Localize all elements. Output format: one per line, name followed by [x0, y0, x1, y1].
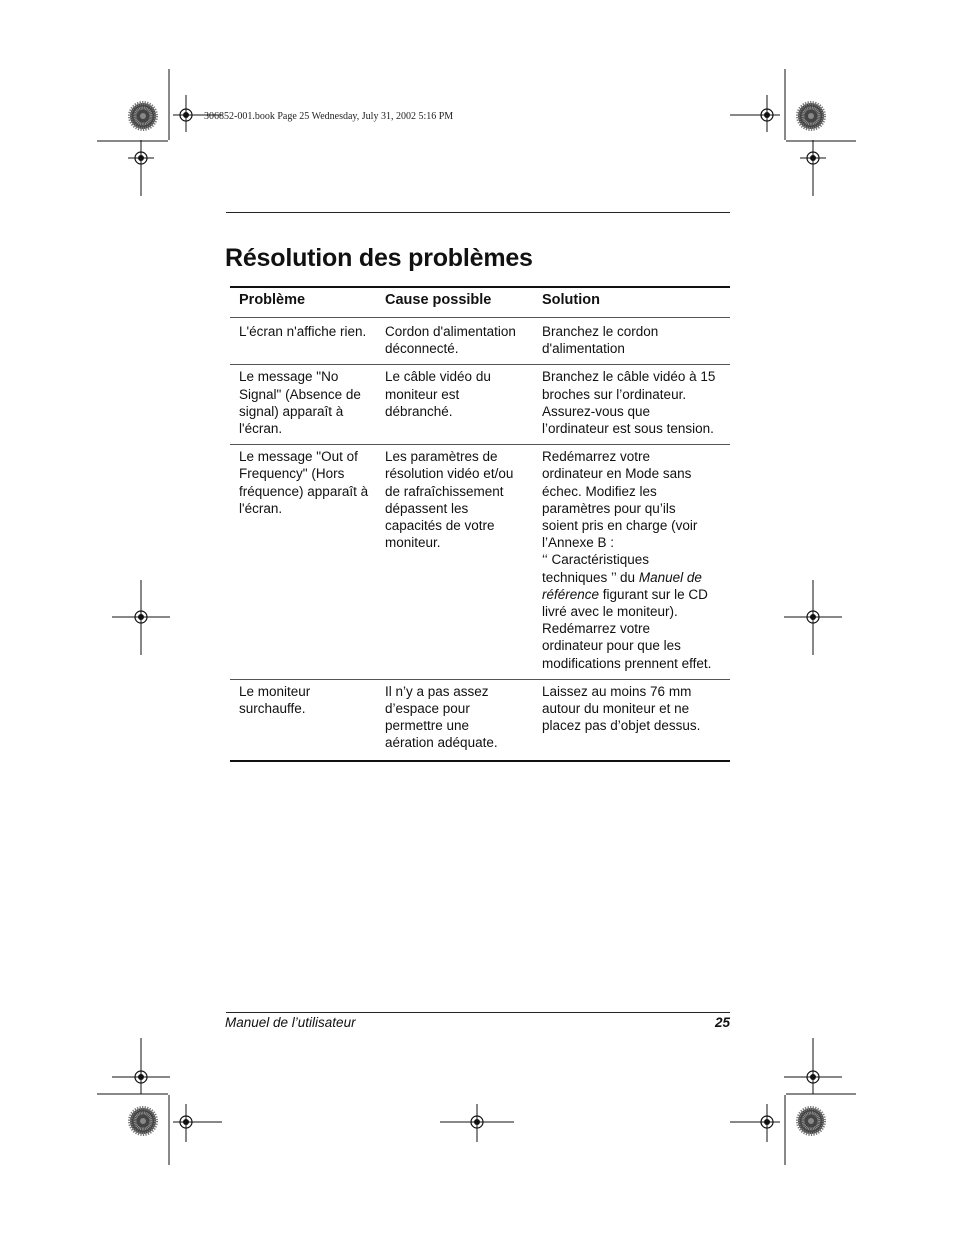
problem-text: Le message "Out of Frequency" (Hors fréquence) apparaît à l'écran.	[239, 449, 369, 516]
solution-line: paramètres pour qu’ils	[542, 500, 676, 516]
solution-line: soient pris en charge (voir	[542, 518, 698, 534]
solution-line: l’Annexe B :	[542, 535, 615, 551]
solution-line: broches sur l’ordinateur.	[542, 386, 687, 402]
solution-line: ordinateur pour que les	[542, 638, 681, 654]
solution-text: techniques ’’ du	[542, 569, 639, 585]
solution-line: Branchez le câble vidéo à 15	[542, 369, 716, 385]
solution-line: d'alimentation	[542, 341, 625, 357]
cause-text: Cordon d'alimentation déconnecté.	[385, 324, 516, 357]
solution-line: ‘‘ Caractéristiques	[542, 552, 650, 568]
star-target-icon	[130, 1108, 156, 1134]
solution-line: Redémarrez votre	[542, 449, 651, 465]
cause-text: Il n’y a pas assez d’espace pour permettre une aération adéquate.	[385, 683, 498, 751]
solution-line: placez pas d’objet dessus.	[542, 718, 701, 734]
footer-manual-title: Manuel de l’utilisateur	[225, 1015, 356, 1030]
footer-page-number: 25	[714, 1015, 730, 1030]
star-target-icon	[798, 103, 824, 129]
column-header-cause: Cause possible	[385, 287, 542, 318]
column-header-solution: Solution	[542, 287, 730, 318]
problem-text: Le message "No Signal" (Absence de signal) apparaît à l'écran.	[239, 369, 361, 437]
cause-text: Les paramètres de résolution vidéo et/ou de rafraîchissement dépassent les capacités de votre moniteur.	[385, 449, 514, 551]
solution-line: Redémarrez votre	[542, 621, 651, 637]
solution-line: livré avec le moniteur).	[542, 604, 678, 620]
page-title: Résolution des problèmes	[225, 244, 533, 272]
column-header-problem: Problème	[230, 287, 385, 318]
problem-text: L'écran n'affiche rien.	[239, 324, 367, 339]
solution-line: autour du moniteur et ne	[542, 701, 690, 717]
solution-line: l’ordinateur est sous tension.	[542, 421, 714, 437]
solution-line: Laissez au moins 76 mm	[542, 683, 692, 699]
solution-line: échec. Modifiez les	[542, 483, 657, 499]
solution-line: Assurez-vous que	[542, 403, 651, 419]
print-header: 306852-001.book Page 25 Wednesday, July 31, 2002 5:16 PM	[204, 111, 454, 122]
solution-line: modifications prennent effet.	[542, 655, 712, 671]
manual-reference-italic: référence	[542, 586, 600, 602]
problem-text: Le moniteur surchauffe.	[239, 683, 311, 717]
cause-text: Le câble vidéo du moniteur est débranché.	[385, 369, 491, 419]
solution-text: figurant sur le CD	[599, 586, 708, 602]
manual-reference-italic: Manuel de	[638, 569, 702, 585]
star-target-icon	[798, 1108, 824, 1134]
solution-line: ordinateur en Mode sans	[542, 466, 692, 482]
star-target-icon	[130, 103, 156, 129]
solution-line: Branchez le cordon	[542, 324, 659, 339]
